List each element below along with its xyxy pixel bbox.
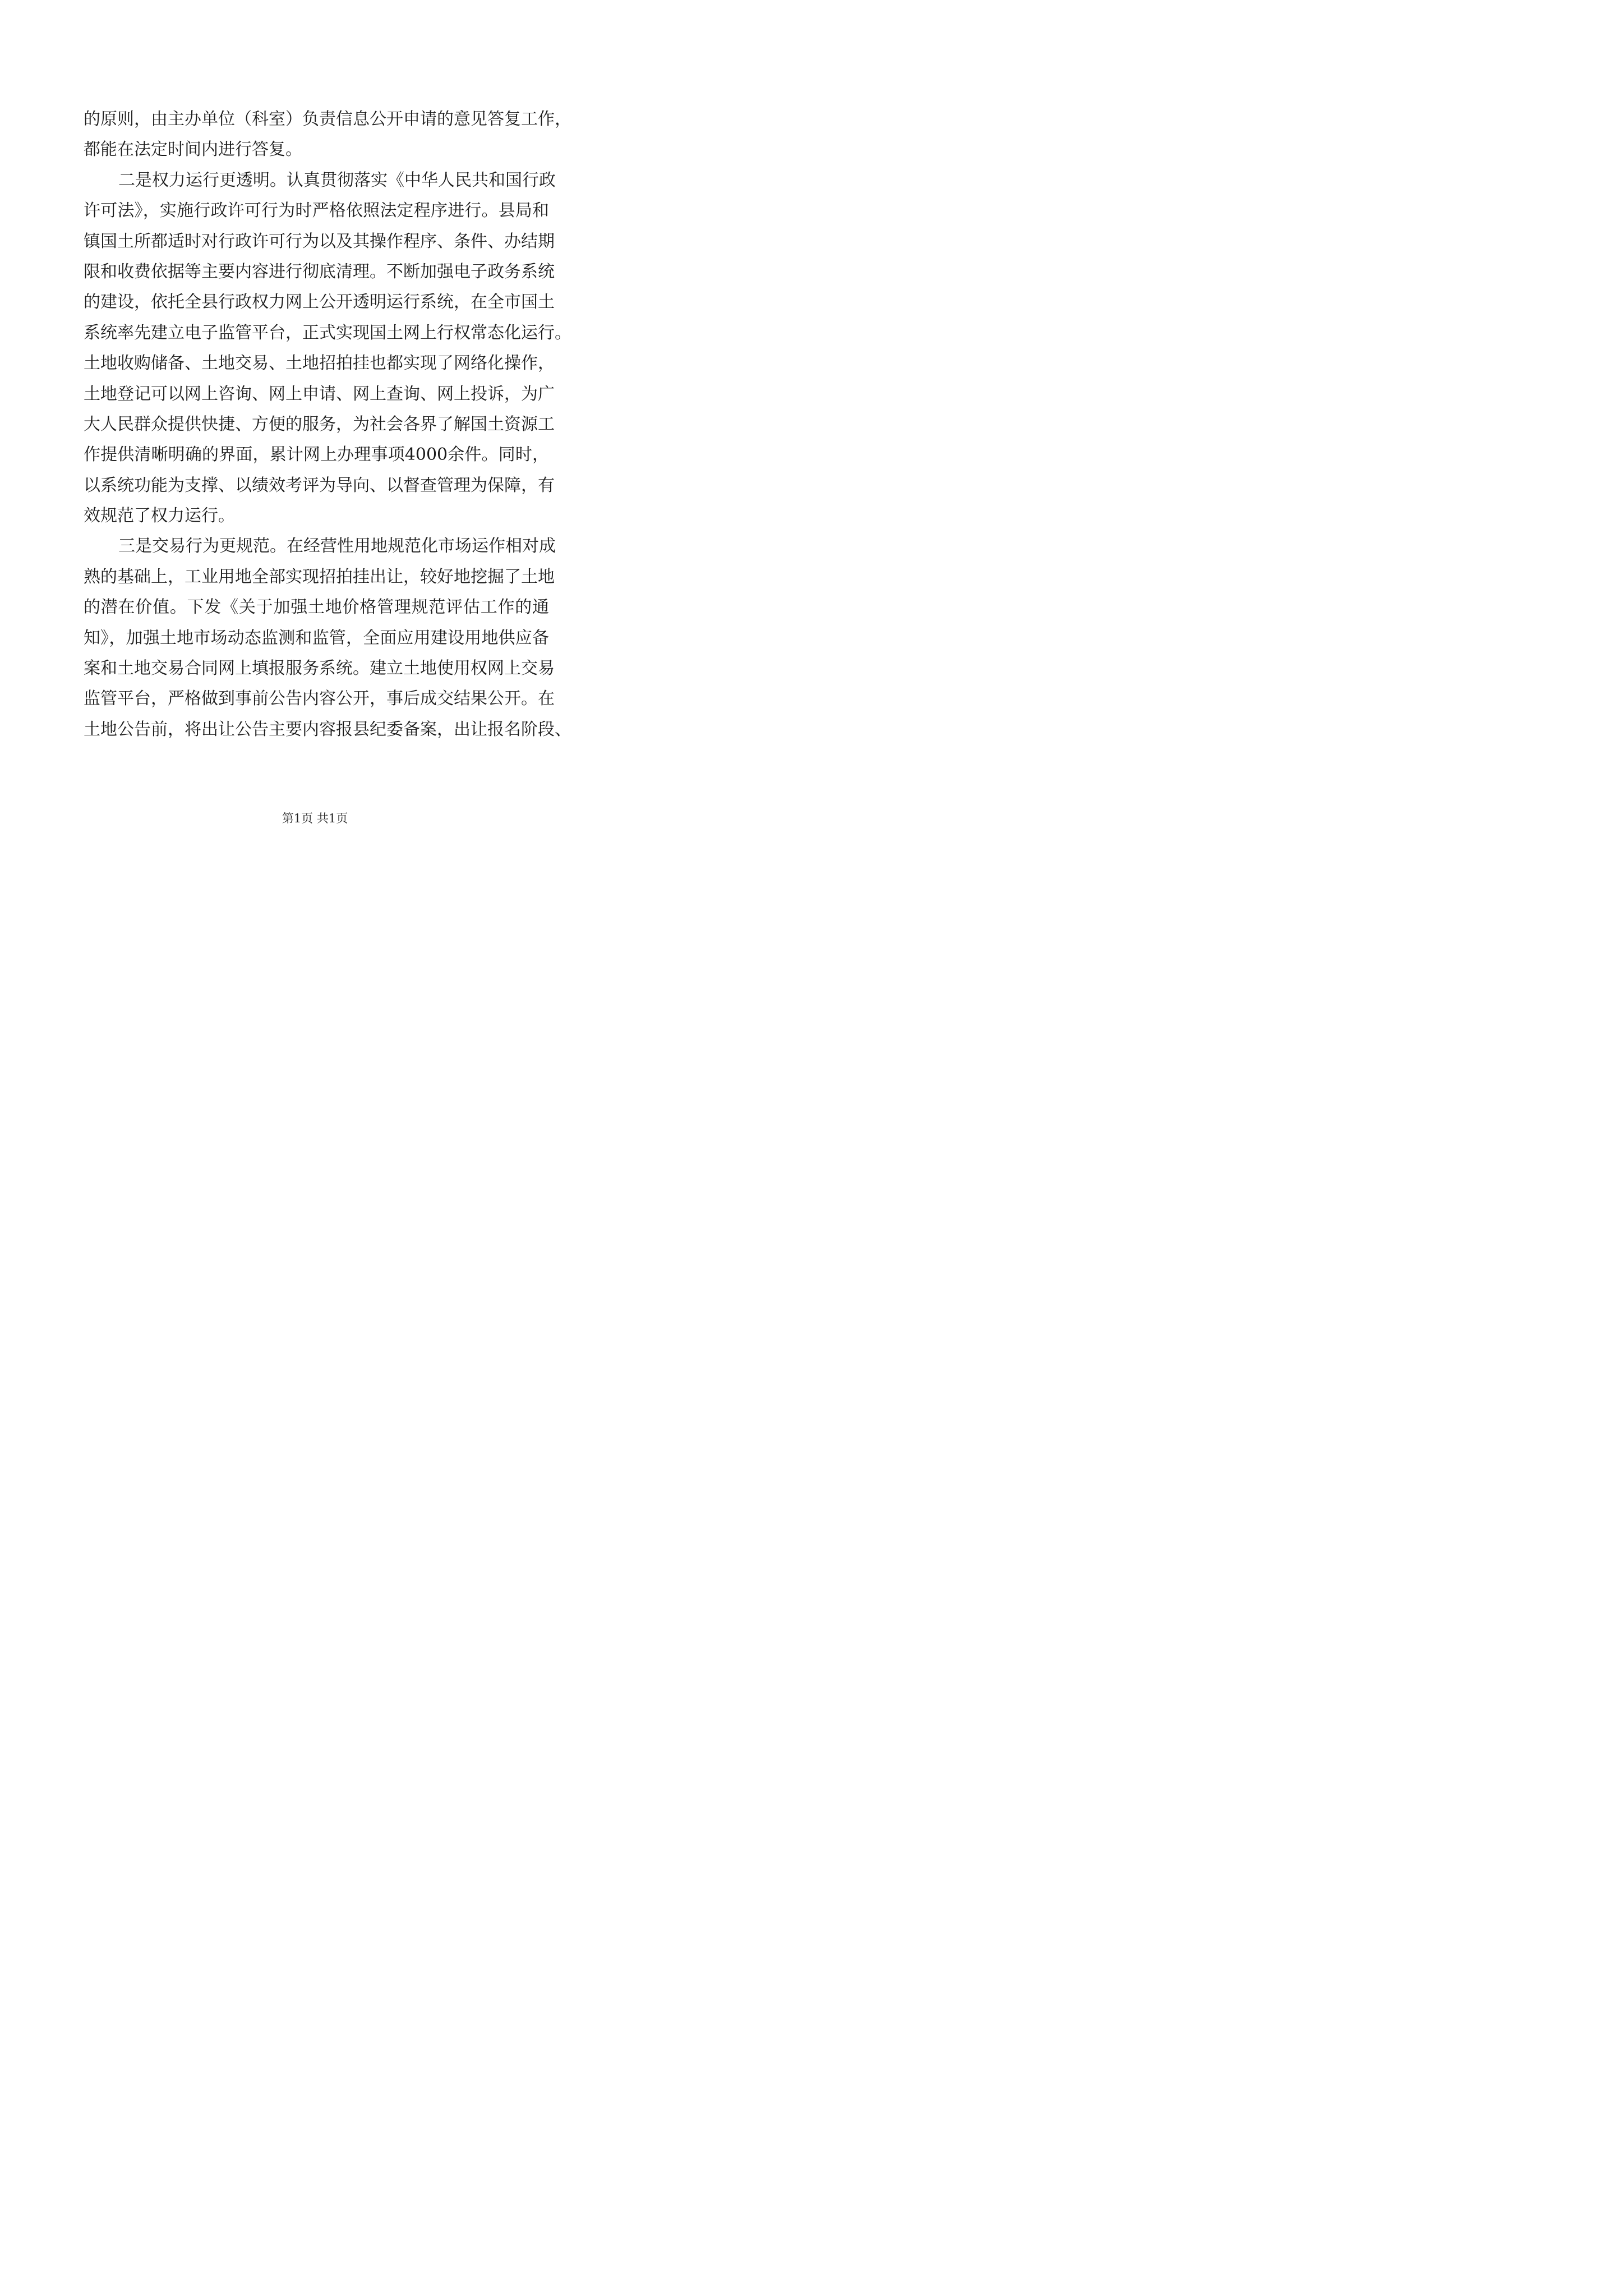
text-line: 的原则，由主办单位（科室）负责信息公开申请的意见答复工作， (84, 109, 571, 129)
text-line: 知》，加强土地市场动态监测和监管，全面应用建设用地供应备 (84, 628, 549, 648)
text-line: 土地公告前，将出让公告主要内容报县纪委备案，出让报名阶段、 (84, 719, 571, 739)
text-line: 都能在法定时间内进行答复。 (84, 140, 302, 160)
paragraph-continuation (84, 104, 571, 165)
text-line: 熟的基础上，工业用地全部实现招拍挂出让，较好地挖掘了土地 (84, 567, 555, 587)
document-body (84, 104, 571, 745)
text-line: 的潜在价值。下发《关于加强土地价格管理规范评估工作的通 (84, 597, 549, 618)
document-page (0, 0, 630, 890)
paragraph-power-transparency (84, 165, 571, 532)
paragraph-transaction-standards (84, 531, 571, 745)
text-line: 三是交易行为更规范。在经营性用地规范化市场运作相对成 (118, 536, 556, 556)
text-line: 作提供清晰明确的界面，累计网上办理事项4000余件。同时， (84, 445, 549, 465)
text-line: 许可法》，实施行政许可行为时严格依照法定程序进行。县局和 (84, 201, 549, 221)
text-line: 监管平台，严格做到事前公告内容公开，事后成交结果公开。在 (84, 689, 555, 709)
text-line: 案和土地交易合同网上填报服务系统。建立土地使用权网上交易 (84, 659, 555, 679)
page-number: 第1页 共1页 (282, 812, 348, 825)
text-line: 大人民群众提供快捷、方便的服务，为社会各界了解国土资源工 (84, 414, 555, 434)
text-line: 系统率先建立电子监管平台，正式实现国土网上行权常态化运行。 (84, 323, 571, 343)
text-line: 土地收购储备、土地交易、土地招拍挂也都实现了网络化操作， (84, 353, 555, 374)
text-line: 镇国土所都适时对行政许可行为以及其操作程序、条件、办结期 (84, 231, 555, 251)
text-line: 二是权力运行更透明。认真贯彻落实《中华人民共和国行政 (118, 170, 556, 190)
text-line: 限和收费依据等主要内容进行彻底清理。不断加强电子政务系统 (84, 261, 555, 282)
text-line: 效规范了权力运行。 (84, 506, 235, 526)
text-line: 的建设，依托全县行政权力网上公开透明运行系统，在全市国土 (84, 292, 555, 312)
text-line: 以系统功能为支撑、以绩效考评为导向、以督查管理为保障，有 (84, 475, 555, 495)
text-line: 土地登记可以网上咨询、网上申请、网上查询、网上投诉，为广 (84, 384, 555, 404)
